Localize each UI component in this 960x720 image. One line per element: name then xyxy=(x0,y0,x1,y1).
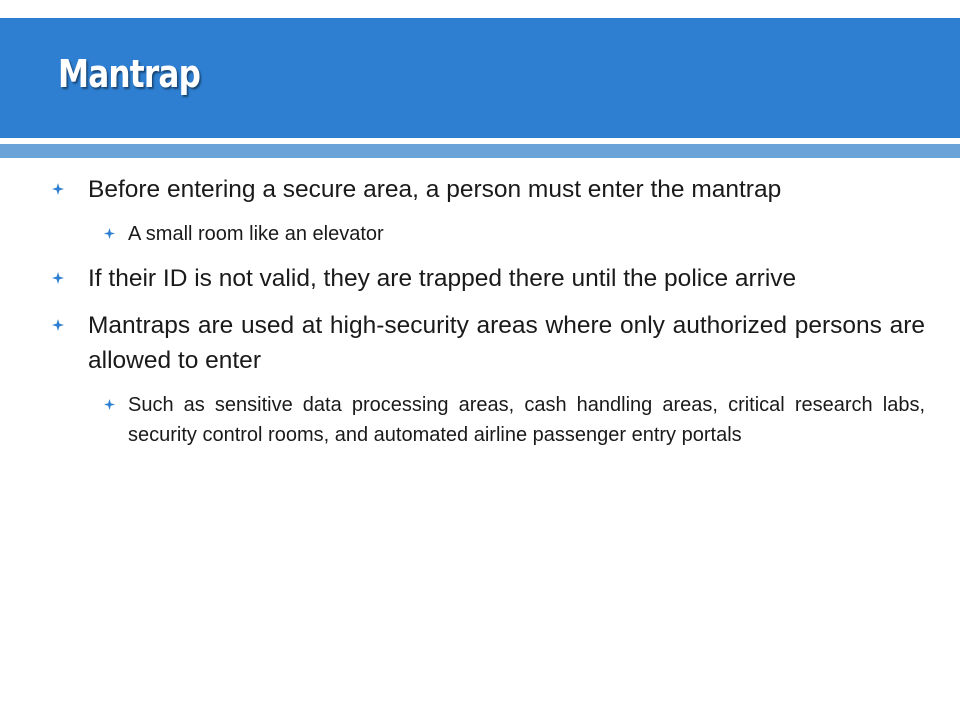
four-pointed-star-icon xyxy=(104,228,115,239)
four-pointed-star-icon xyxy=(52,183,64,195)
sub-bullet-item xyxy=(92,390,925,450)
bullet-list xyxy=(50,172,925,462)
sub-bullet-text: Such as sensitive data processing areas, cash handling areas, critical research labs, security control rooms, and automated airline passenger entry portals xyxy=(128,394,925,446)
sub-bullet-text: A small room like an elevator xyxy=(128,223,384,245)
bullet-item xyxy=(50,261,925,296)
bullet-text: If their ID is not valid, they are trapped there until the police arrive xyxy=(88,265,797,292)
bullet-text: Mantraps are used at high-security areas where only authorized persons are allowed to enter xyxy=(88,312,925,374)
accent-stripe xyxy=(0,144,960,158)
bullet-item xyxy=(50,172,925,207)
bullet-item xyxy=(50,308,925,378)
sub-bullet-item xyxy=(92,219,925,249)
four-pointed-star-icon xyxy=(52,319,64,331)
four-pointed-star-icon xyxy=(104,399,115,410)
bullet-text: Before entering a secure area, a person must enter the mantrap xyxy=(88,176,782,203)
slide-title: Mantrap xyxy=(58,52,201,96)
four-pointed-star-icon xyxy=(52,272,64,284)
